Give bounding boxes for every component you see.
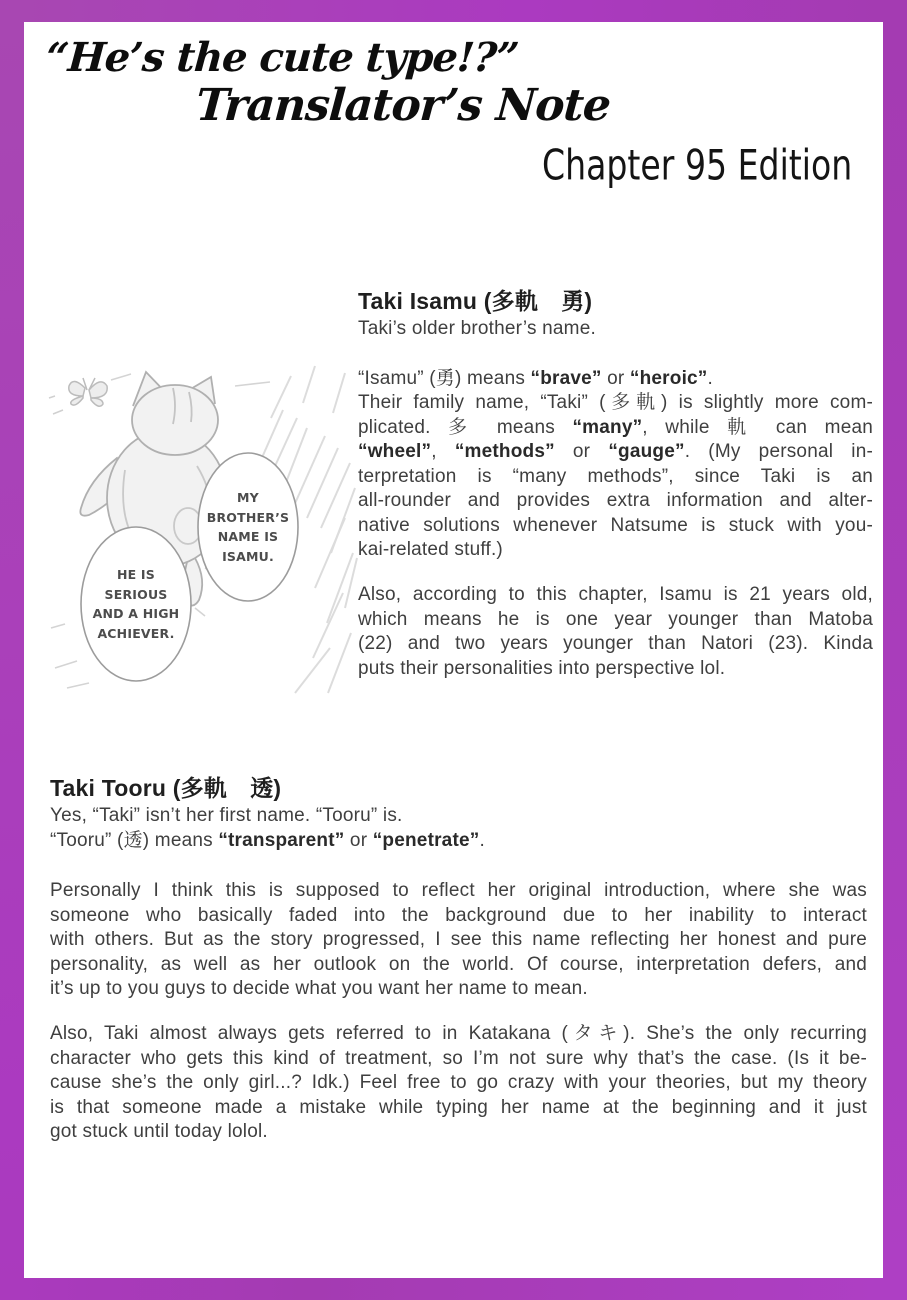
text-line: “wheel”, “methods” or “gauge”. (My personal in- <box>358 441 873 462</box>
text-line: Personally I think this is supposed to reflect her original introduction, where she was <box>50 880 867 901</box>
page-title: “He’s the cute type!?” <box>44 34 520 81</box>
text-line: kai-related stuff.) <box>358 539 503 560</box>
tooru-reflection-paragraph <box>50 879 867 1002</box>
text-line: NAME IS <box>217 529 279 544</box>
text-line: (22) and two years younger than Natori (23). Kinda <box>358 633 873 654</box>
text-line: which means he is one year younger than Matoba <box>358 608 873 630</box>
chapter-edition-label: Chapter 95 Edition <box>542 142 853 191</box>
text-line: is that someone made a mistake while typing her name at the beginning and it just <box>50 1096 867 1118</box>
text-line: AND A HIGH <box>92 606 180 621</box>
tooru-name-lines <box>50 804 867 853</box>
text-line: got stuck until today lolol. <box>50 1121 268 1142</box>
text-line: plicated. 多 means “many”, while 軌 can mean <box>358 416 874 438</box>
text-line: ISAMU. <box>222 548 274 564</box>
text-line: HE IS <box>116 567 155 582</box>
text-line: someone who basically faded into the background due to her inability to interact <box>50 904 867 926</box>
page-subtitle: Translator’s Note <box>194 80 612 131</box>
text-line: terpretation is “many methods”, since Taki is an <box>358 465 873 487</box>
isamu-section-heading: Taki Isamu (多軌 勇) <box>358 288 593 314</box>
speech-bubble-achiever-text <box>71 565 201 643</box>
text-line: puts their personalities into perspective lol. <box>358 657 726 679</box>
text-line: native solutions whenever Natsume is stuck with you- <box>358 514 873 536</box>
tooru-katakana-paragraph <box>50 1022 867 1145</box>
text-line: BROTHER’S <box>206 509 290 525</box>
text-line: “Tooru” (透) means “transparent” or “penetrate”. <box>50 829 485 851</box>
text-line: with others. But as the story progressed, I see this name reflecting her honest and pure <box>50 929 867 950</box>
text-line: Yes, “Taki” isn’t her first name. “Tooru” is. <box>50 805 403 826</box>
text-line: Their family name, “Taki” (多軌) is slightly more com- <box>358 392 873 413</box>
text-line: all-rounder and provides extra information and alter- <box>358 490 873 511</box>
manga-panel <box>45 358 358 700</box>
isamu-age-paragraph <box>358 583 873 681</box>
isamu-family-name-paragraph <box>358 391 873 563</box>
text-line: “Isamu” (勇) means “brave” or “heroic”. <box>358 368 713 389</box>
text-line: SERIOUS <box>104 586 168 602</box>
text-line: it’s up to you guys to decide what you want her name to mean. <box>50 978 588 999</box>
isamu-meaning-line <box>358 367 873 392</box>
text-line: personality, as well as her outlook on the world. Of course, interpretation defers, and <box>50 953 867 975</box>
text-line: MY <box>237 490 259 505</box>
tooru-section-heading: Taki Tooru (多軌 透) <box>50 775 282 801</box>
text-line: cause she’s the only girl...? Idk.) Feel free to go crazy with your theories, but my theory <box>50 1072 867 1093</box>
text-line: ACHIEVER. <box>97 625 175 641</box>
text-line: Also, Taki almost always gets referred to in Katakana (タキ). She’s the only recurring <box>50 1023 867 1044</box>
speech-bubble-isamu-text <box>183 488 313 566</box>
text-line: character who gets this kind of treatment, so I’m not sure why that’s the case. (Is it be- <box>50 1047 867 1069</box>
butterfly-icon <box>49 378 107 414</box>
isamu-section-subheading: Taki’s older brother’s name. <box>358 318 596 339</box>
text-line: Also, according to this chapter, Isamu is 21 years old, <box>358 584 873 605</box>
